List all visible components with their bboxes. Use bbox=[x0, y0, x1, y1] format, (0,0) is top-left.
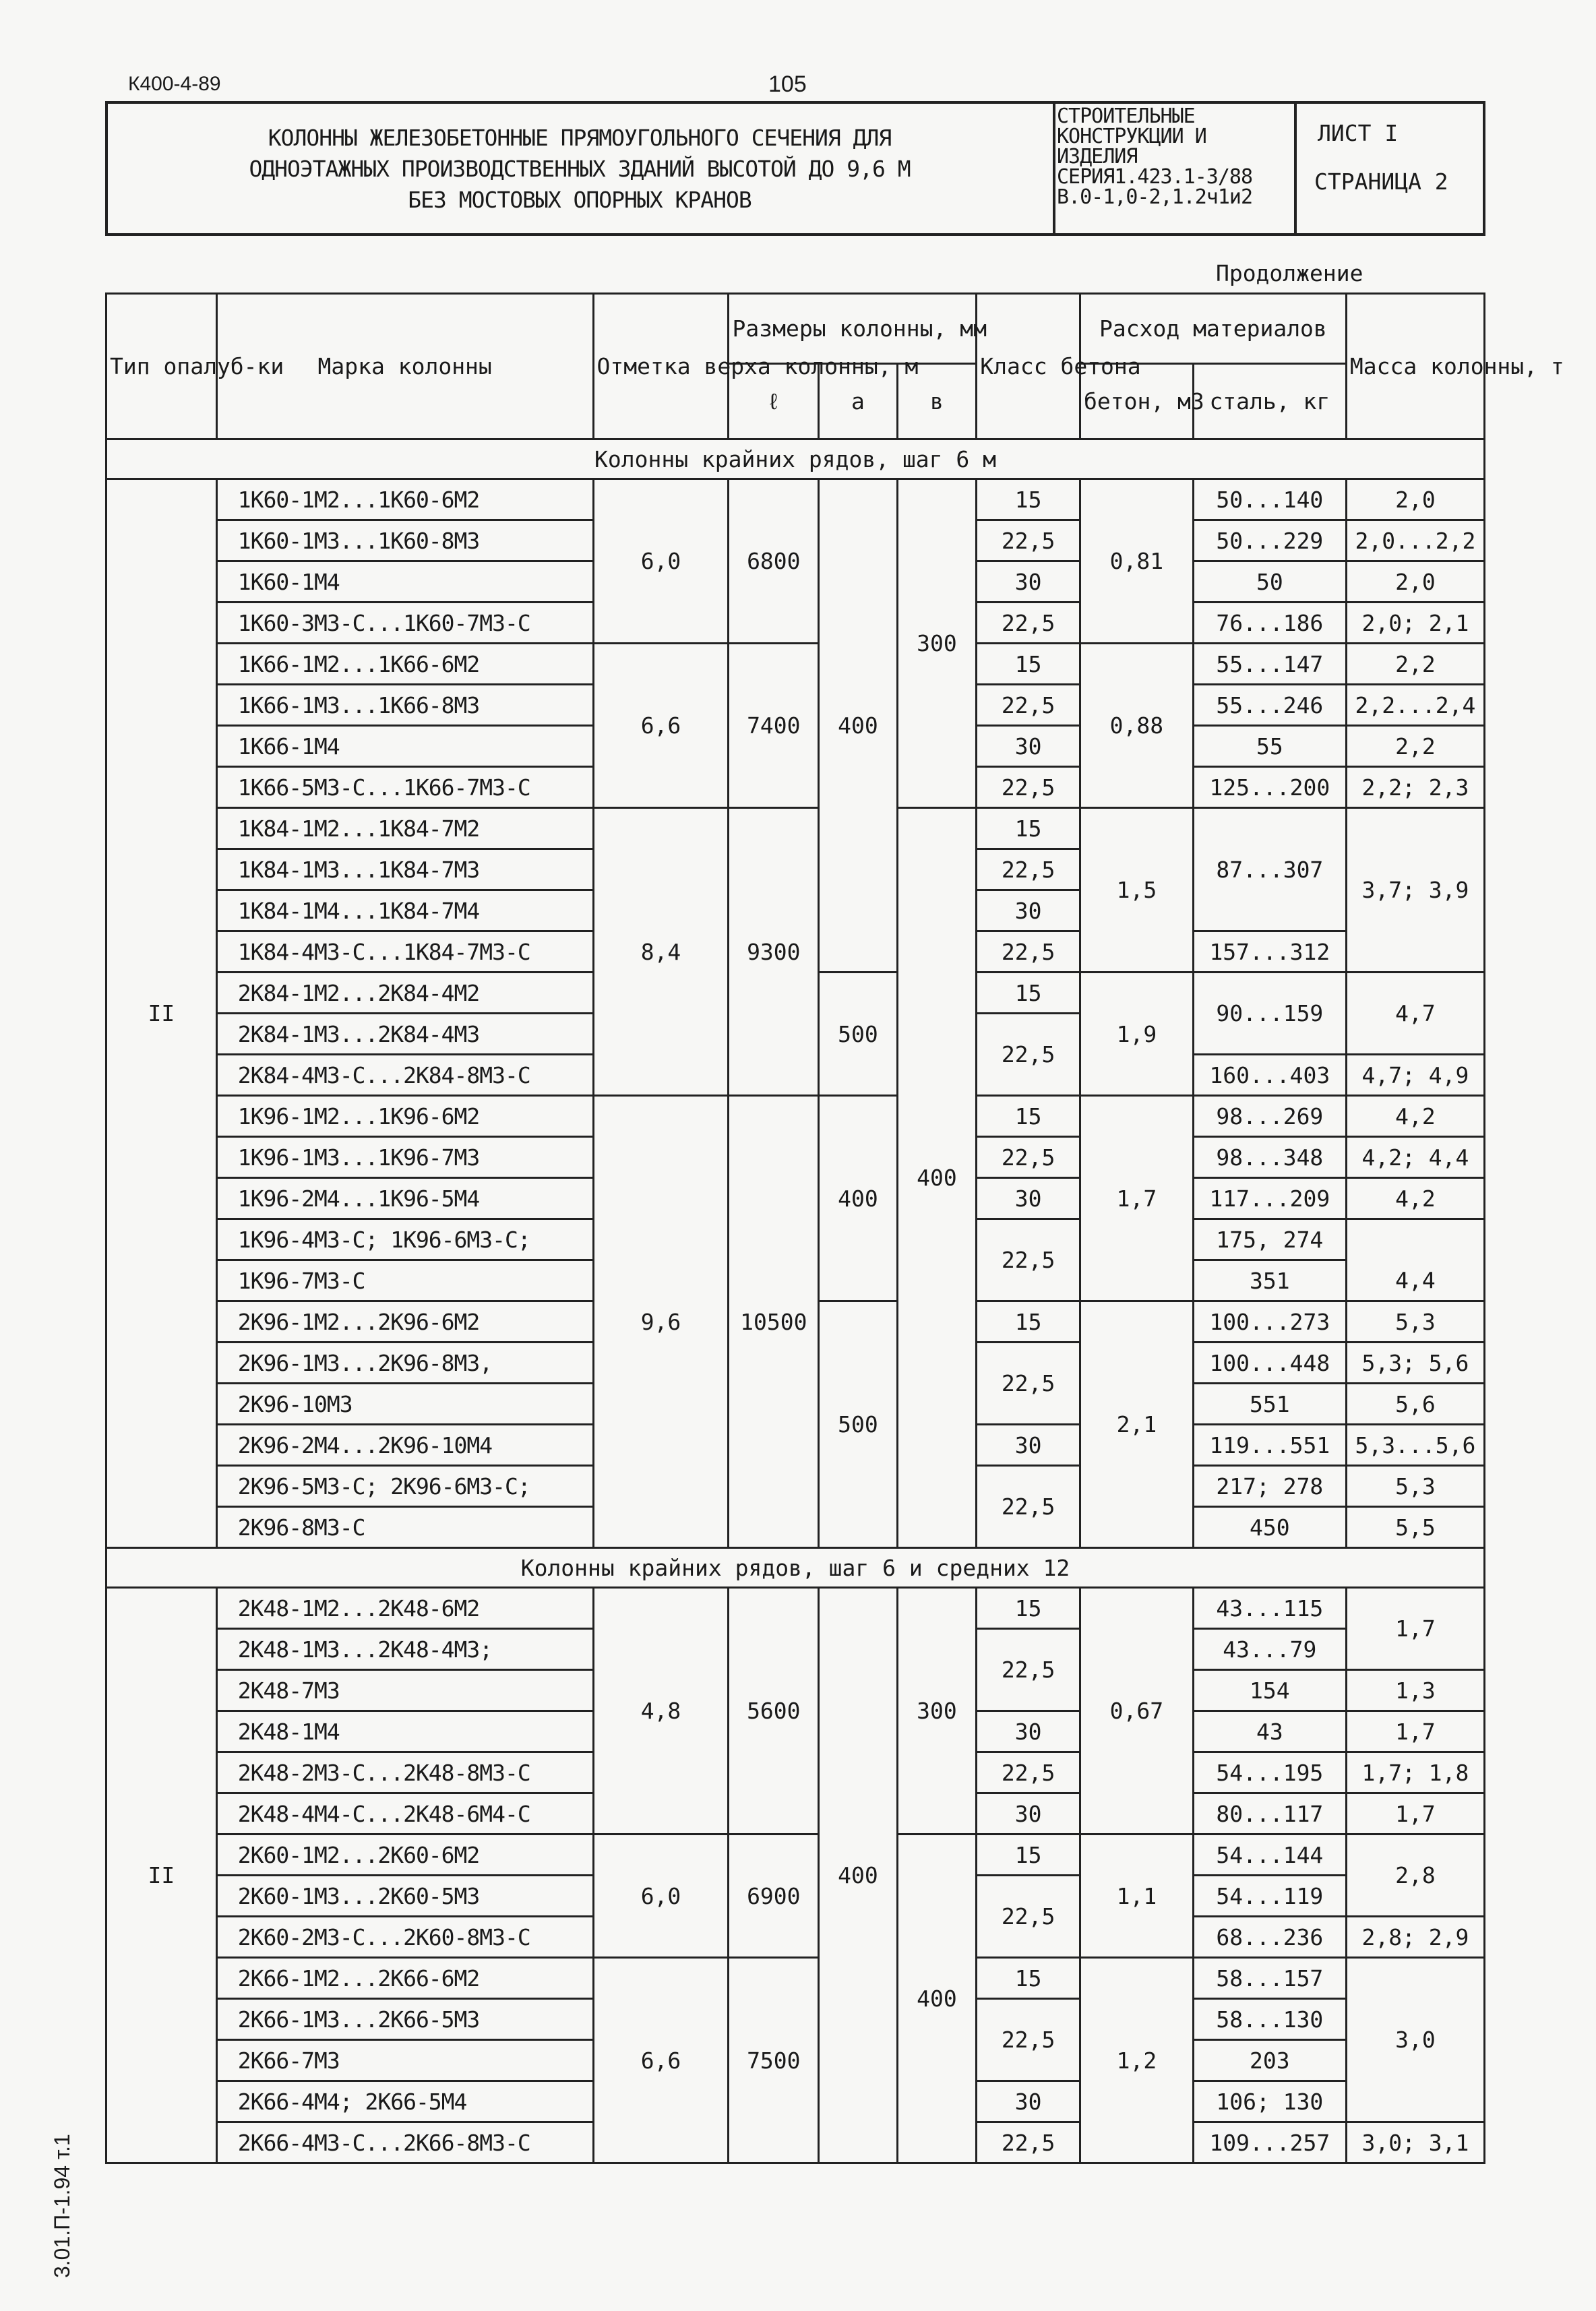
class-cell: 22,5 bbox=[977, 1014, 1080, 1096]
table-row-mark: 1К96-1М2...1К96-6М2 bbox=[216, 1096, 593, 1137]
header-steel: сталь, кг bbox=[1193, 364, 1346, 439]
elevation-cell: 6,0 bbox=[593, 1835, 729, 1958]
class-cell: 22,5 bbox=[977, 685, 1080, 726]
elevation-cell: 8,4 bbox=[593, 808, 729, 1096]
table-row-mark: 1К60-1М4 bbox=[216, 561, 593, 603]
class-cell: 15 bbox=[977, 644, 1080, 685]
steel-cell: 203 bbox=[1193, 2040, 1346, 2081]
table-row-mark: 2К66-4М4; 2К66-5М4 bbox=[216, 2081, 593, 2122]
steel-cell: 55...147 bbox=[1193, 644, 1346, 685]
table-row-mark: 2К96-8М3-С bbox=[216, 1507, 593, 1548]
a-cell: 400 bbox=[819, 1588, 898, 2163]
table-row-mark: 1К60-3М3-С...1К60-7М3-С bbox=[216, 603, 593, 644]
sheet-label: ЛИСТ I bbox=[1318, 120, 1399, 146]
divider bbox=[1294, 104, 1297, 233]
a-cell: 500 bbox=[819, 973, 898, 1096]
class-cell: 22,5 bbox=[977, 1999, 1080, 2081]
steel-cell: 55 bbox=[1193, 726, 1346, 767]
mass-cell: 5,6 bbox=[1346, 1384, 1484, 1425]
table-row-mark: 1К84-4М3-С...1К84-7М3-С bbox=[216, 931, 593, 973]
table-row-mark: 2К96-1М3...2К96-8М3, bbox=[216, 1343, 593, 1384]
mass-cell: 4,7 bbox=[1346, 973, 1484, 1055]
side-code: 3.01.П-1.94 т.1 bbox=[50, 2134, 74, 2278]
class-cell: 15 bbox=[977, 479, 1080, 520]
table-row-mark: 2К60-2М3-С...2К60-8М3-С bbox=[216, 1917, 593, 1958]
concrete-cell: 1,5 bbox=[1080, 808, 1193, 973]
class-cell: 22,5 bbox=[977, 849, 1080, 890]
b-cell: 300 bbox=[897, 479, 977, 808]
b-cell: 300 bbox=[897, 1588, 977, 1835]
class-cell: 30 bbox=[977, 561, 1080, 603]
section-title: Колонны крайних рядов, шаг 6 м bbox=[106, 439, 1485, 479]
table-row-mark: 2К48-7М3 bbox=[216, 1670, 593, 1711]
table-row-mark: 1К66-1М2...1К66-6М2 bbox=[216, 644, 593, 685]
class-cell: 22,5 bbox=[977, 603, 1080, 644]
class-cell: 15 bbox=[977, 808, 1080, 849]
series-block: СТРОИТЕЛЬНЫЕ КОНСТРУКЦИИ И ИЗДЕЛИЯ СЕРИЯ1.423.1-3/88 В.0-1,0-2,1.2ч1и2 bbox=[1057, 104, 1253, 209]
table-row-mark: 2К48-2М3-С...2К48-8М3-С bbox=[216, 1752, 593, 1793]
class-cell: 30 bbox=[977, 2081, 1080, 2122]
table-row-mark: 1К66-1М3...1К66-8М3 bbox=[216, 685, 593, 726]
concrete-cell: 1,1 bbox=[1080, 1835, 1193, 1958]
steel-cell: 54...195 bbox=[1193, 1752, 1346, 1793]
mass-cell: 3,7; 3,9 bbox=[1346, 808, 1484, 973]
table-row-mark: 2К96-5М3-С; 2К96-6М3-С; bbox=[216, 1466, 593, 1507]
class-cell: 30 bbox=[977, 726, 1080, 767]
header-a: а bbox=[819, 364, 898, 439]
mass-cell: 3,0 bbox=[1346, 1958, 1484, 2122]
steel-cell: 450 bbox=[1193, 1507, 1346, 1548]
table-row-mark: 2К66-4М3-С...2К66-8М3-С bbox=[216, 2122, 593, 2163]
steel-cell: 68...236 bbox=[1193, 1917, 1346, 1958]
mass-cell: 5,3...5,6 bbox=[1346, 1425, 1484, 1466]
length-cell: 5600 bbox=[729, 1588, 819, 1835]
class-cell: 22,5 bbox=[977, 931, 1080, 973]
class-cell: 22,5 bbox=[977, 2122, 1080, 2163]
length-cell: 9300 bbox=[729, 808, 819, 1096]
document-code: К400-4-89 bbox=[128, 73, 221, 95]
steel-cell: 157...312 bbox=[1193, 931, 1346, 973]
steel-cell: 54...119 bbox=[1193, 1876, 1346, 1917]
table-row-mark: 2К66-1М3...2К66-5М3 bbox=[216, 1999, 593, 2040]
elevation-cell: 9,6 bbox=[593, 1096, 729, 1548]
steel-cell: 217; 278 bbox=[1193, 1466, 1346, 1507]
table-row-mark: 1К96-2М4...1К96-5М4 bbox=[216, 1178, 593, 1219]
concrete-cell: 0,88 bbox=[1080, 644, 1193, 808]
steel-cell: 106; 130 bbox=[1193, 2081, 1346, 2122]
mass-cell: 4,7; 4,9 bbox=[1346, 1055, 1484, 1096]
steel-cell: 55...246 bbox=[1193, 685, 1346, 726]
table-row-mark: 2К96-2М4...2К96-10М4 bbox=[216, 1425, 593, 1466]
class-cell: 30 bbox=[977, 890, 1080, 931]
steel-cell: 50...229 bbox=[1193, 520, 1346, 561]
table-row-mark: 2К66-7М3 bbox=[216, 2040, 593, 2081]
class-cell: 30 bbox=[977, 1711, 1080, 1752]
table-row-mark: 1К96-1М3...1К96-7М3 bbox=[216, 1137, 593, 1178]
class-cell: 15 bbox=[977, 1096, 1080, 1137]
mass-cell: 2,0...2,2 bbox=[1346, 520, 1484, 561]
mass-cell: 2,2 bbox=[1346, 726, 1484, 767]
steel-cell: 125...200 bbox=[1193, 767, 1346, 808]
header-length: ℓ bbox=[729, 364, 819, 439]
mass-cell: 2,8; 2,9 bbox=[1346, 1917, 1484, 1958]
steel-cell: 119...551 bbox=[1193, 1425, 1346, 1466]
a-cell: 500 bbox=[819, 1301, 898, 1548]
document-title: КОЛОННЫ ЖЕЛЕЗОБЕТОННЫЕ ПРЯМОУГОЛЬНОГО СЕЧЕНИЯ ДЛЯ ОДНОЭТАЖНЫХ ПРОИЗВОДСТВЕННЫХ ЗДАНИЙ ВЫСОТОЙ ДО 9,6 М БЕЗ МОСТОВЫХ ОПОРНЫХ КРАНОВ bbox=[249, 125, 911, 213]
class-cell: 15 bbox=[977, 1588, 1080, 1629]
mass-cell: 4,4 bbox=[1346, 1260, 1484, 1301]
steel-cell: 175, 274 bbox=[1193, 1219, 1346, 1260]
elevation-cell: 6,6 bbox=[593, 1958, 729, 2163]
table-row-mark: 1К84-1М2...1К84-7М2 bbox=[216, 808, 593, 849]
class-cell: 22,5 bbox=[977, 1137, 1080, 1178]
table-row-mark: 2К96-10М3 bbox=[216, 1384, 593, 1425]
length-cell: 6800 bbox=[729, 479, 819, 644]
concrete-cell: 0,67 bbox=[1080, 1588, 1193, 1835]
mass-cell: 5,3; 5,6 bbox=[1346, 1343, 1484, 1384]
class-cell: 22,5 bbox=[977, 1219, 1080, 1301]
header-elevation: Отметка верха колонны, м bbox=[593, 294, 729, 439]
formwork-type: II bbox=[106, 1588, 217, 2163]
title-block bbox=[105, 101, 1485, 236]
mass-cell: 2,2; 2,3 bbox=[1346, 767, 1484, 808]
length-cell: 7400 bbox=[729, 644, 819, 808]
class-cell: 30 bbox=[977, 1425, 1080, 1466]
header-b: в bbox=[897, 364, 977, 439]
b-cell: 400 bbox=[897, 808, 977, 1548]
mass-cell: 4,2 bbox=[1346, 1096, 1484, 1137]
elevation-cell: 6,0 bbox=[593, 479, 729, 644]
mass-cell: 2,2 bbox=[1346, 644, 1484, 685]
mass-cell bbox=[1346, 1219, 1484, 1260]
table-row-mark: 2К84-4М3-С...2К84-8М3-С bbox=[216, 1055, 593, 1096]
steel-cell: 50...140 bbox=[1193, 479, 1346, 520]
mass-cell: 1,3 bbox=[1346, 1670, 1484, 1711]
steel-cell: 43...115 bbox=[1193, 1588, 1346, 1629]
table-row-mark: 2К60-1М3...2К60-5М3 bbox=[216, 1876, 593, 1917]
mass-cell: 2,8 bbox=[1346, 1835, 1484, 1917]
steel-cell: 100...448 bbox=[1193, 1343, 1346, 1384]
table-row-mark: 1К96-7М3-С bbox=[216, 1260, 593, 1301]
elevation-cell: 6,6 bbox=[593, 644, 729, 808]
steel-cell: 43 bbox=[1193, 1711, 1346, 1752]
mass-cell: 4,2 bbox=[1346, 1178, 1484, 1219]
table-row-mark: 2К96-1М2...2К96-6М2 bbox=[216, 1301, 593, 1343]
divider bbox=[1053, 104, 1055, 233]
table-row-mark: 2К48-1М3...2К48-4М3; bbox=[216, 1629, 593, 1670]
mass-cell: 5,5 bbox=[1346, 1507, 1484, 1548]
header-type: Тип опалуб-ки bbox=[106, 294, 217, 439]
table-row-mark: 2К84-1М3...2К84-4М3 bbox=[216, 1014, 593, 1055]
steel-cell: 351 bbox=[1193, 1260, 1346, 1301]
table-row-mark: 1К96-4М3-С; 1К96-6М3-С; bbox=[216, 1219, 593, 1260]
mass-cell: 1,7 bbox=[1346, 1711, 1484, 1752]
page-number: 105 bbox=[768, 71, 807, 97]
mass-cell: 1,7 bbox=[1346, 1588, 1484, 1670]
steel-cell: 109...257 bbox=[1193, 2122, 1346, 2163]
concrete-cell: 2,1 bbox=[1080, 1301, 1193, 1548]
steel-cell: 58...157 bbox=[1193, 1958, 1346, 1999]
header-concrete: бетон, м3 bbox=[1080, 364, 1193, 439]
header-concrete-class: Класс бетона bbox=[977, 294, 1080, 439]
page-label: СТРАНИЦА 2 bbox=[1314, 168, 1448, 195]
steel-cell: 551 bbox=[1193, 1384, 1346, 1425]
steel-cell: 90...159 bbox=[1193, 973, 1346, 1055]
steel-cell: 50 bbox=[1193, 561, 1346, 603]
concrete-cell: 1,2 bbox=[1080, 1958, 1193, 2163]
b-cell: 400 bbox=[897, 1835, 977, 2163]
steel-cell: 98...348 bbox=[1193, 1137, 1346, 1178]
steel-cell: 100...273 bbox=[1193, 1301, 1346, 1343]
table-row-mark: 1К66-1М4 bbox=[216, 726, 593, 767]
formwork-type: II bbox=[106, 479, 217, 1548]
table-row-mark: 2К48-1М2...2К48-6М2 bbox=[216, 1588, 593, 1629]
table-row-mark: 2К66-1М2...2К66-6М2 bbox=[216, 1958, 593, 1999]
length-cell: 7500 bbox=[729, 1958, 819, 2163]
header-mass: Масса колонны, т bbox=[1346, 294, 1484, 439]
steel-cell: 154 bbox=[1193, 1670, 1346, 1711]
table-row-mark: 2К48-4М4-С...2К48-6М4-С bbox=[216, 1793, 593, 1835]
table-row-mark: 1К84-1М4...1К84-7М4 bbox=[216, 890, 593, 931]
class-cell: 22,5 bbox=[977, 1466, 1080, 1548]
header-dimensions: Размеры колонны, мм bbox=[729, 294, 977, 364]
concrete-cell: 1,9 bbox=[1080, 973, 1193, 1096]
steel-cell: 76...186 bbox=[1193, 603, 1346, 644]
steel-cell: 43...79 bbox=[1193, 1629, 1346, 1670]
class-cell: 30 bbox=[977, 1793, 1080, 1835]
steel-cell: 98...269 bbox=[1193, 1096, 1346, 1137]
mass-cell: 2,0; 2,1 bbox=[1346, 603, 1484, 644]
table-row-mark: 2К60-1М2...2К60-6М2 bbox=[216, 1835, 593, 1876]
mass-cell: 2,0 bbox=[1346, 561, 1484, 603]
steel-cell: 54...144 bbox=[1193, 1835, 1346, 1876]
steel-cell: 117...209 bbox=[1193, 1178, 1346, 1219]
mass-cell: 2,0 bbox=[1346, 479, 1484, 520]
header-mark: Марка колонны bbox=[216, 294, 593, 439]
header-consumption: Расход материалов bbox=[1080, 294, 1346, 364]
mass-cell: 5,3 bbox=[1346, 1466, 1484, 1507]
class-cell: 30 bbox=[977, 1178, 1080, 1219]
table-row-mark: 1К60-1М3...1К60-8М3 bbox=[216, 520, 593, 561]
steel-cell: 58...130 bbox=[1193, 1999, 1346, 2040]
class-cell: 15 bbox=[977, 1958, 1080, 1999]
columns-table bbox=[105, 253, 1564, 2164]
class-cell: 15 bbox=[977, 1301, 1080, 1343]
mass-cell: 3,0; 3,1 bbox=[1346, 2122, 1484, 2163]
class-cell: 22,5 bbox=[977, 520, 1080, 561]
class-cell: 22,5 bbox=[977, 767, 1080, 808]
mass-cell: 4,2; 4,4 bbox=[1346, 1137, 1484, 1178]
a-cell: 400 bbox=[819, 479, 898, 973]
section-title: Колонны крайних рядов, шаг 6 и средних 12 bbox=[106, 1548, 1485, 1588]
table-row-mark: 2К84-1М2...2К84-4М2 bbox=[216, 973, 593, 1014]
class-cell: 15 bbox=[977, 973, 1080, 1014]
steel-cell: 80...117 bbox=[1193, 1793, 1346, 1835]
table-row-mark: 1К66-5М3-С...1К66-7М3-С bbox=[216, 767, 593, 808]
class-cell: 15 bbox=[977, 1835, 1080, 1876]
table-row-mark: 1К60-1М2...1К60-6М2 bbox=[216, 479, 593, 520]
class-cell: 22,5 bbox=[977, 1343, 1080, 1425]
mass-cell: 2,2...2,4 bbox=[1346, 685, 1484, 726]
length-cell: 10500 bbox=[729, 1096, 819, 1548]
concrete-cell: 0,81 bbox=[1080, 479, 1193, 644]
mass-cell: 1,7; 1,8 bbox=[1346, 1752, 1484, 1793]
mass-cell: 1,7 bbox=[1346, 1793, 1484, 1835]
length-cell: 6900 bbox=[729, 1835, 819, 1958]
class-cell: 22,5 bbox=[977, 1876, 1080, 1958]
steel-cell: 160...403 bbox=[1193, 1055, 1346, 1096]
concrete-cell: 1,7 bbox=[1080, 1096, 1193, 1301]
class-cell: 22,5 bbox=[977, 1752, 1080, 1793]
table-row-mark: 1К84-1М3...1К84-7М3 bbox=[216, 849, 593, 890]
class-cell: 22,5 bbox=[977, 1629, 1080, 1711]
continuation-label: Продолжение bbox=[106, 253, 1485, 294]
mass-cell: 5,3 bbox=[1346, 1301, 1484, 1343]
table-row-mark: 2К48-1М4 bbox=[216, 1711, 593, 1752]
a-cell: 400 bbox=[819, 1096, 898, 1301]
steel-cell: 87...307 bbox=[1193, 808, 1346, 931]
elevation-cell: 4,8 bbox=[593, 1588, 729, 1835]
